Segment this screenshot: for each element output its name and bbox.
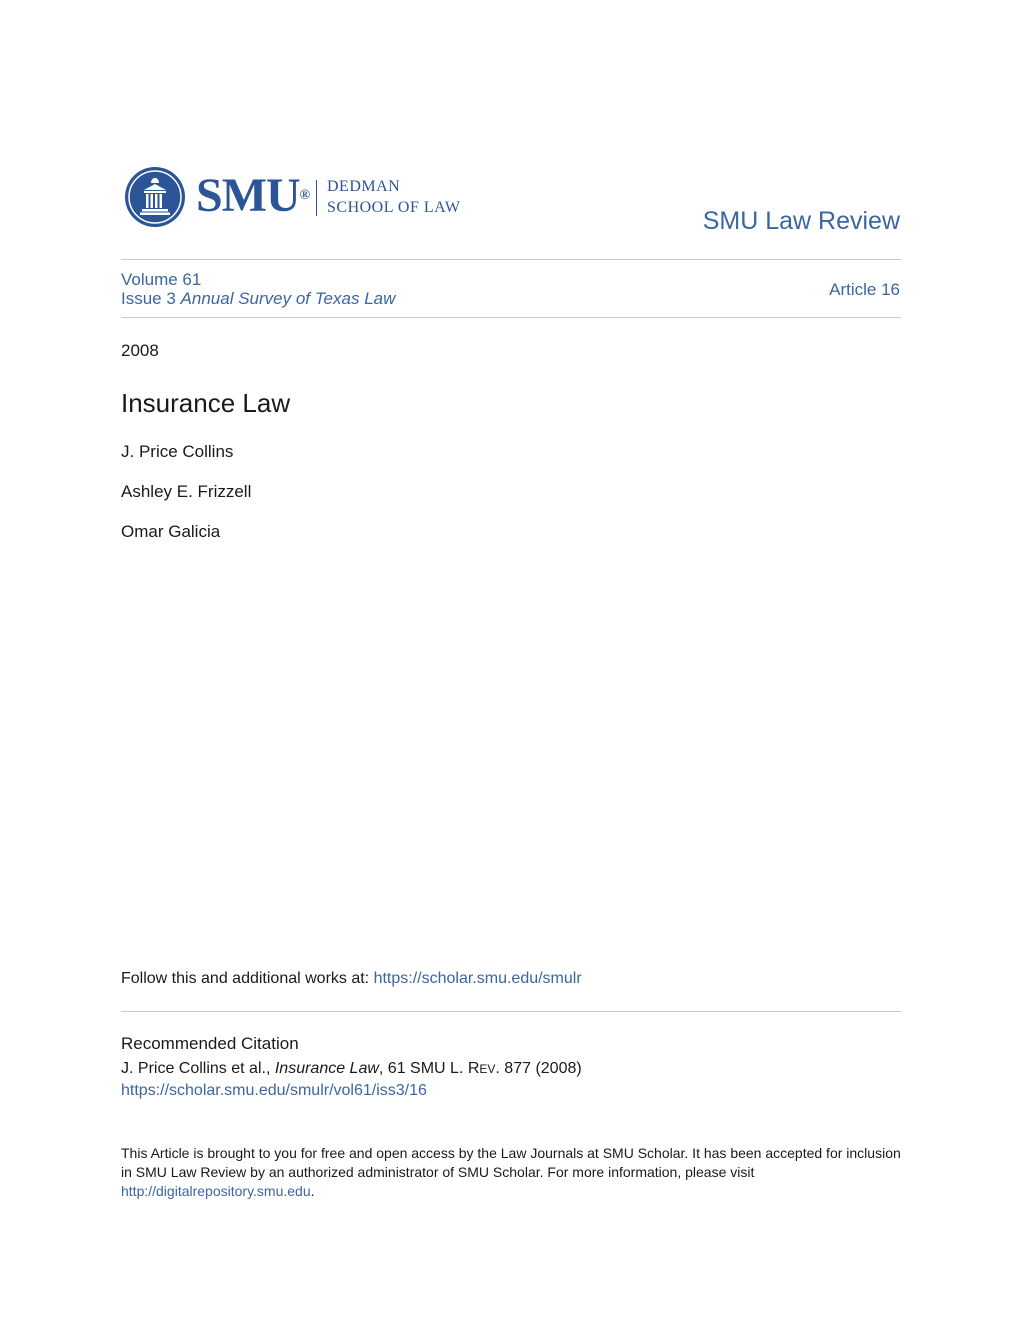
logo-wordmark: SMU® <box>196 169 310 222</box>
divider-issue <box>121 317 901 318</box>
journal-title-link[interactable]: SMU Law Review <box>702 207 900 235</box>
citation-heading: Recommended Citation <box>121 1034 299 1053</box>
follow-line <box>121 969 582 989</box>
article-title: Insurance Law <box>121 388 291 418</box>
author-1: J. Price Collins <box>121 442 234 461</box>
publication-year: 2008 <box>121 341 159 360</box>
citation-title: Insurance Law <box>274 1060 379 1077</box>
repository-link[interactable]: http://digitalrepository.smu.edu <box>121 1183 311 1199</box>
logo-line-2: SCHOOL OF LAW <box>327 199 461 216</box>
logo-divider <box>316 180 317 216</box>
issue-link[interactable] <box>121 289 395 309</box>
smu-dedman-logo <box>124 166 484 230</box>
author-3: Omar Galicia <box>121 522 221 541</box>
issue-name: Annual Survey of Texas Law <box>180 289 396 308</box>
author-2: Ashley E. Frizzell <box>121 482 252 501</box>
volume-link[interactable]: Volume 61 <box>121 270 202 289</box>
citation-url-link[interactable]: https://scholar.smu.edu/smulr/vol61/iss3/16 <box>121 1082 427 1099</box>
divider-citation <box>121 1011 901 1012</box>
logo-line-1: DEDMAN <box>327 178 401 195</box>
follow-text: Follow this and additional works at: <box>121 970 374 987</box>
citation-text: J. Price Collins et al., Insurance Law, 61 SMU L. REV. 877 (2008) <box>121 1060 582 1077</box>
follow-link[interactable]: https://scholar.smu.edu/smulr <box>373 970 582 987</box>
article-number-link[interactable]: Article 16 <box>829 280 900 299</box>
smu-seal-icon <box>124 166 186 228</box>
issue-number: Issue 3 <box>121 289 176 308</box>
access-notice: This Article is brought to you for free and open access by the Law Journals at SMU Scholar. It has been accepted for inclusion in SMU Law Review by an authorized administrator of SMU Scholar. For more information, please visit http://digitalrepository.smu.edu. <box>121 1145 901 1199</box>
divider-top <box>121 259 901 260</box>
